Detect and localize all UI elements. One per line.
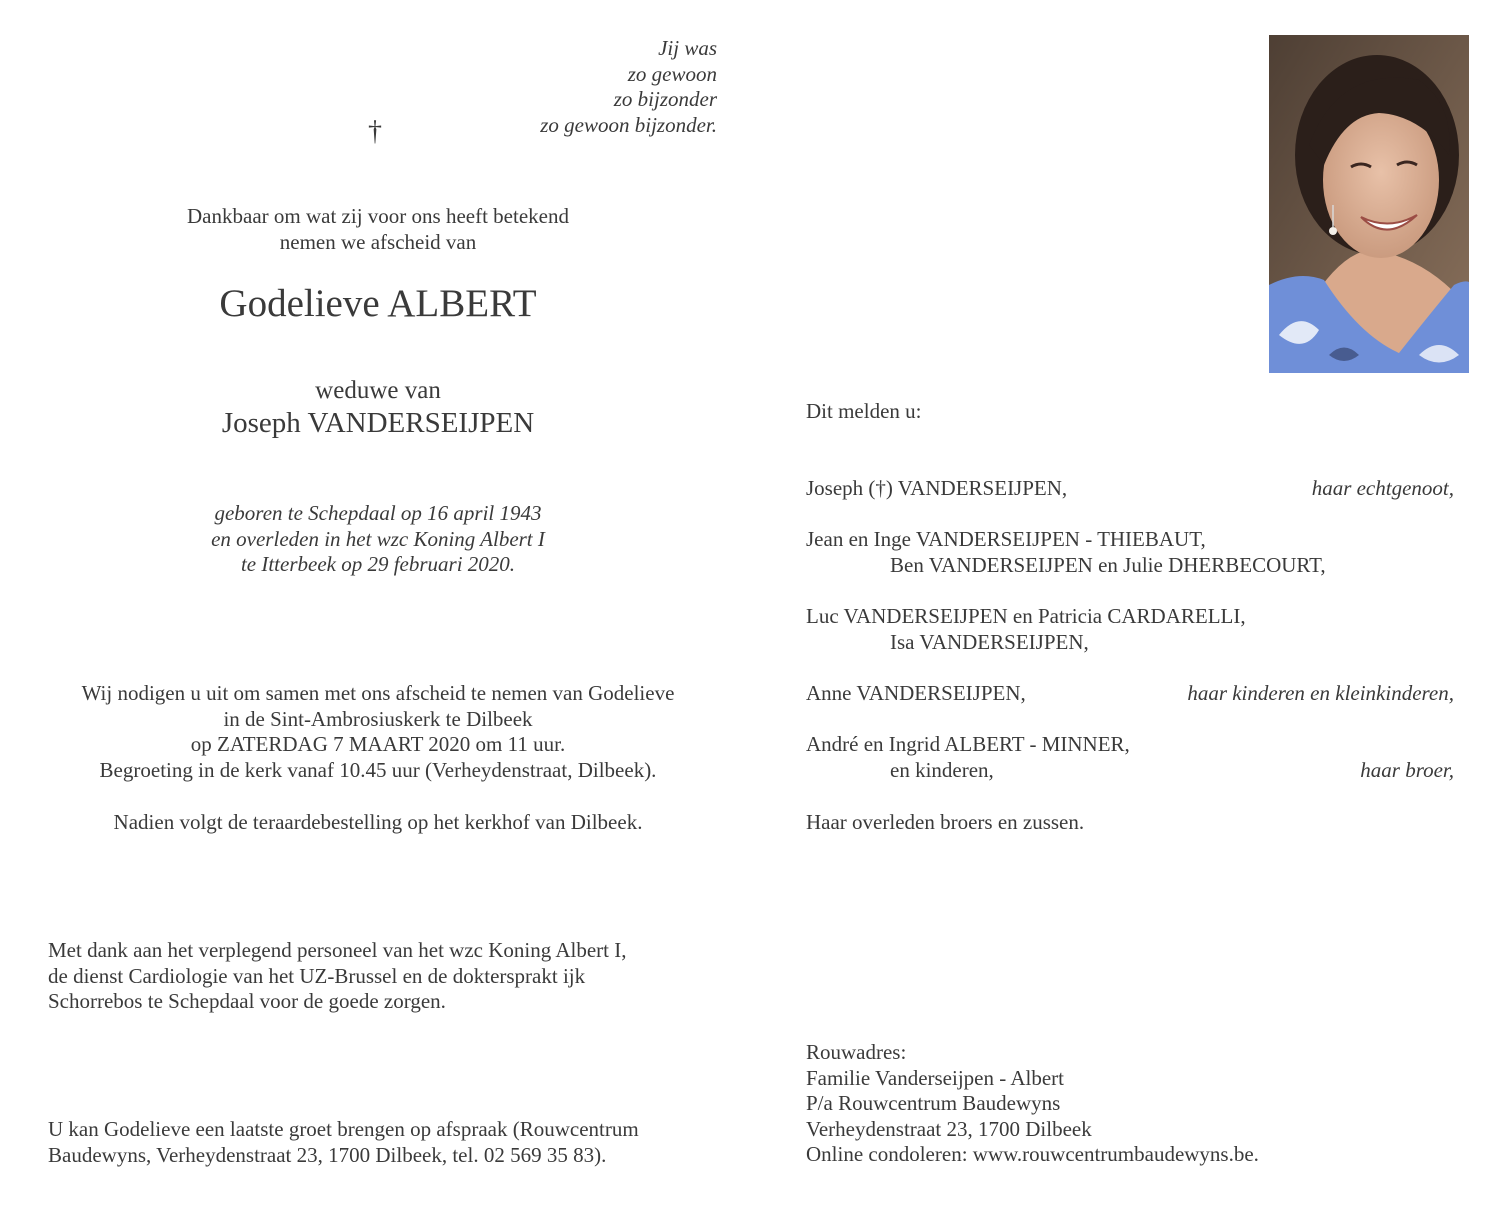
poem-line: zo bijzonder	[613, 87, 717, 111]
mourning-address	[806, 1040, 1259, 1168]
family-child-luc	[806, 604, 1454, 655]
intro-line: Dankbaar om wat zij voor ons heeft betekend	[187, 204, 569, 228]
intro-text	[30, 203, 726, 255]
family-grandchild: Ben VANDERSEIJPEN en Julie DHERBECOURT,	[890, 552, 1326, 577]
address-line: Familie Vanderseijpen - Albert	[806, 1065, 1064, 1090]
address-line: P/a Rouwcentrum Baudewyns	[806, 1091, 1061, 1115]
deceased-name: Godelieve ALBERT	[219, 282, 537, 325]
address-line: Online condoleren: www.rouwcentrumbaudewyns.be.	[806, 1142, 1259, 1166]
funeral-invitation	[30, 681, 726, 783]
visit-line: U kan Godelieve een laatste groet brengen op afspraak (Rouwcentrum	[48, 1117, 639, 1141]
family-relation: haar kinderen en kleinkinderen,	[1187, 681, 1454, 705]
family-siblings	[806, 810, 1454, 836]
address-line: Verheydenstraat 23, 1700 Dilbeek	[806, 1116, 1092, 1141]
address-line: Rouwadres:	[806, 1040, 907, 1064]
thanks-text	[48, 938, 748, 1015]
spouse-name: Joseph VANDERSEIJPEN	[221, 407, 535, 439]
family-grandchild: Isa VANDERSEIJPEN,	[890, 629, 1089, 654]
burial-info: Nadien volgt de teraardebestelling op het kerkhof van Dilbeek.	[113, 810, 643, 834]
birth-death-info	[30, 501, 726, 578]
portrait-image	[1269, 35, 1469, 373]
widow-label: weduwe van	[315, 377, 441, 404]
family-spouse	[806, 476, 1454, 502]
family-name: Jean en Inge VANDERSEIJPEN - THIEBAUT,	[806, 527, 1206, 551]
invite-line: Wij nodigen u uit om samen met ons afscheid te nemen van Godelieve	[81, 681, 675, 705]
portrait-photo	[1269, 35, 1469, 373]
cross-icon: †	[368, 116, 382, 147]
poem-line: Jij was	[658, 36, 717, 60]
born-line: en overleden in het wzc Koning Albert I	[211, 526, 545, 551]
family-child-anne	[806, 681, 1454, 707]
visit-info	[48, 1117, 748, 1168]
visit-line: Baudewyns, Verheydenstraat 23, 1700 Dilbeek, tel. 02 569 35 83).	[48, 1142, 607, 1167]
invite-line: in de Sint-Ambrosiuskerk te Dilbeek	[223, 706, 533, 731]
thanks-line: de dienst Cardiologie van het UZ-Brussel en de doktersprakt ijk	[48, 963, 586, 988]
family-name: Anne VANDERSEIJPEN,	[806, 681, 1026, 705]
thanks-line: Met dank aan het verplegend personeel van het wzc Koning Albert I,	[48, 938, 627, 962]
family-name: Luc VANDERSEIJPEN en Patricia CARDARELLI,	[806, 604, 1246, 628]
family-name: André en Ingrid ALBERT - MINNER,	[806, 732, 1130, 756]
family-name: Haar overleden broers en zussen.	[806, 810, 1085, 834]
invite-line: op ZATERDAG 7 MAART 2020 om 11 uur.	[190, 732, 566, 756]
announce-label: Dit melden u:	[806, 399, 922, 423]
poem-line: zo gewoon	[627, 61, 717, 86]
family-name: Joseph (†) VANDERSEIJPEN,	[806, 476, 1068, 500]
poem	[540, 36, 717, 138]
intro-line: nemen we afscheid van	[279, 230, 477, 254]
widow-of	[30, 374, 726, 440]
thanks-line: Schorrebos te Schepdaal voor de goede zorgen.	[48, 989, 446, 1013]
family-relation: haar broer,	[1360, 757, 1454, 782]
family-brother	[806, 732, 1454, 783]
family-relation: haar echtgenoot,	[1311, 476, 1454, 500]
born-line: geboren te Schepdaal op 16 april 1943	[214, 501, 542, 525]
family-child-jean	[806, 527, 1454, 578]
born-line: te Itterbeek op 29 februari 2020.	[240, 552, 516, 576]
family-children: en kinderen,	[890, 757, 994, 782]
poem-line: zo gewoon bijzonder.	[540, 112, 717, 137]
invite-line: Begroeting in de kerk vanaf 10.45 uur (Verheydenstraat, Dilbeek).	[99, 757, 657, 782]
